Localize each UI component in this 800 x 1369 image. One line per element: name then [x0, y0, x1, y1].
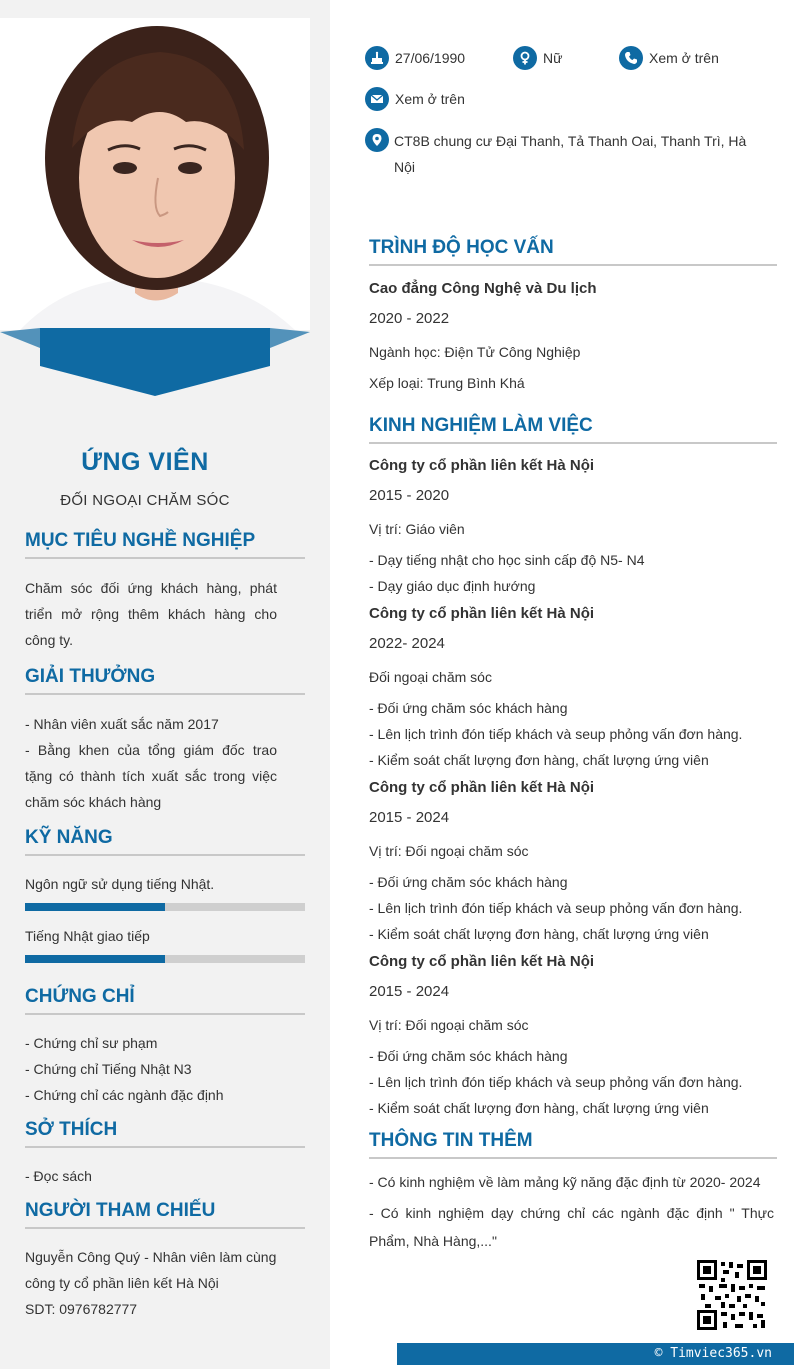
job-duty: - Lên lịch trình đón tiếp khách và seup phỏng vấn đơn hàng. [369, 726, 743, 742]
birthday-info [365, 46, 465, 70]
education-period: 2020 - 2022 [369, 310, 450, 327]
job-company: Công ty cổ phần liên kết Hà Nội [369, 779, 595, 796]
education-title: TRÌNH ĐỘ HỌC VẤN [369, 237, 554, 258]
job-duty: - Đối ứng chăm sóc khách hàng [369, 874, 568, 890]
certificates-title: CHỨNG CHỈ [25, 986, 135, 1007]
job-position: Đối ngoại chăm sóc [369, 669, 492, 685]
job-period: 2015 - 2024 [369, 983, 450, 1000]
address-text: CT8B chung cư Đại Thanh, Tả Thanh Oai, Thanh Trì, Hà Nội [394, 133, 747, 175]
gender-text: Nữ [543, 50, 563, 66]
award-item: - Nhân viên xuất sắc năm 2017 [25, 716, 219, 732]
certificate-item: - Chứng chỉ Tiếng Nhật N3 [25, 1061, 192, 1077]
email-info [365, 87, 465, 111]
job-duty: - Kiểm soát chất lượng đơn hàng, chất lượng ứng viên [369, 926, 709, 942]
candidate-job-title: ĐỐI NGOẠI CHĂM SÓC [60, 492, 230, 509]
job-company: Công ty cổ phần liên kết Hà Nội [369, 457, 595, 474]
objective-divider [25, 557, 305, 559]
job-company: Công ty cổ phần liên kết Hà Nội [369, 605, 595, 622]
candidate-name: ỨNG VIÊN [81, 448, 209, 476]
location-icon [365, 128, 389, 152]
reference-phone: SDT: 0976782777 [25, 1301, 138, 1317]
qr-code-icon [697, 1260, 767, 1330]
hobbies-title: SỞ THÍCH [25, 1119, 118, 1140]
job-duty: - Lên lịch trình đón tiếp khách và seup phỏng vấn đơn hàng. [369, 1074, 743, 1090]
certificate-item: - Chứng chỉ sư phạm [25, 1035, 158, 1051]
skill-bar [25, 903, 305, 911]
job-duty: - Kiểm soát chất lượng đơn hàng, chất lượng ứng viên [369, 1100, 709, 1116]
reference-text: Nguyễn Công Quý - Nhân viên làm cùng công ty cổ phần liên kết Hà Nội [25, 1249, 277, 1291]
hobbies-divider [25, 1146, 305, 1148]
skill-level-fill [25, 955, 165, 963]
profile-photo [0, 18, 310, 330]
references-divider [25, 1227, 305, 1229]
award-item: - Bằng khen của tổng giám đốc trao tặng có thành tích xuất sắc trong việc chăm sóc khách hàng [25, 742, 277, 810]
awards-title: GIẢI THƯỞNG [25, 666, 156, 687]
address-icon-wrap [365, 128, 395, 152]
certificates-divider [25, 1013, 305, 1015]
experience-title: KINH NGHIỆM LÀM VIỆC [369, 415, 593, 436]
footer-watermark: © Timviec365.vn [654, 1346, 772, 1361]
job-duty: - Đối ứng chăm sóc khách hàng [369, 1048, 568, 1064]
gender-info [513, 46, 562, 70]
gender-icon [513, 46, 537, 70]
job-company: Công ty cổ phần liên kết Hà Nội [369, 953, 595, 970]
skill-name: Tiếng Nhật giao tiếp [25, 928, 150, 944]
education-grade: Xếp loại: Trung Bình Khá [369, 375, 525, 391]
job-position: Vị trí: Đối ngoại chăm sóc [369, 1017, 529, 1033]
email-text: Xem ở trên [395, 91, 465, 107]
experience-divider [369, 442, 777, 444]
references-title: NGƯỜI THAM CHIẾU [25, 1200, 216, 1221]
objective-title: MỤC TIÊU NGHỀ NGHIỆP [25, 530, 256, 551]
phone-text: Xem ở trên [649, 50, 719, 66]
job-duty: - Dạy tiếng nhật cho học sinh cấp độ N5- N4 [369, 552, 645, 568]
phone-icon [619, 46, 643, 70]
job-duty: - Dạy giáo dục định hướng [369, 578, 536, 594]
additional-divider [369, 1157, 777, 1159]
job-duty: - Lên lịch trình đón tiếp khách và seup phỏng vấn đơn hàng. [369, 900, 743, 916]
additional-item: - Có kinh nghiệm về làm mảng kỹ năng đặc định từ 2020- 2024 [369, 1174, 761, 1190]
additional-title: THÔNG TIN THÊM [369, 1130, 533, 1151]
certificate-item: - Chứng chỉ các ngành đặc định [25, 1087, 224, 1103]
hobby-item: - Đọc sách [25, 1168, 92, 1184]
awards-divider [25, 693, 305, 695]
skills-divider [25, 854, 305, 856]
job-period: 2015 - 2024 [369, 809, 450, 826]
email-icon [365, 87, 389, 111]
objective-text: Chăm sóc đối ứng khách hàng, phát triển mở rộng thêm khách hàng cho công ty. [25, 580, 277, 648]
additional-item: - Có kinh nghiệm dạy chứng chỉ các ngành đặc định " Thực Phẩm, Nhà Hàng,..." [369, 1205, 774, 1249]
education-divider [369, 264, 777, 266]
birthday-cake-icon [365, 46, 389, 70]
skills-title: KỸ NĂNG [25, 827, 113, 848]
job-duty: - Đối ứng chăm sóc khách hàng [369, 700, 568, 716]
skill-bar [25, 955, 305, 963]
job-period: 2015 - 2020 [369, 487, 450, 504]
birthday-text: 27/06/1990 [395, 50, 466, 66]
job-position: Vị trí: Giáo viên [369, 521, 465, 537]
skill-name: Ngôn ngữ sử dụng tiếng Nhật. [25, 876, 215, 892]
job-period: 2022- 2024 [369, 635, 445, 652]
education-major: Ngành học: Điện Tử Công Nghiệp [369, 344, 581, 360]
skill-level-fill [25, 903, 165, 911]
education-school: Cao đẳng Công Nghệ và Du lịch [369, 280, 597, 297]
phone-info [619, 46, 719, 70]
job-duty: - Kiểm soát chất lượng đơn hàng, chất lượng ứng viên [369, 752, 709, 768]
photo-ribbon [0, 328, 310, 396]
footer-bar [397, 1343, 794, 1365]
job-position: Vị trí: Đối ngoại chăm sóc [369, 843, 529, 859]
